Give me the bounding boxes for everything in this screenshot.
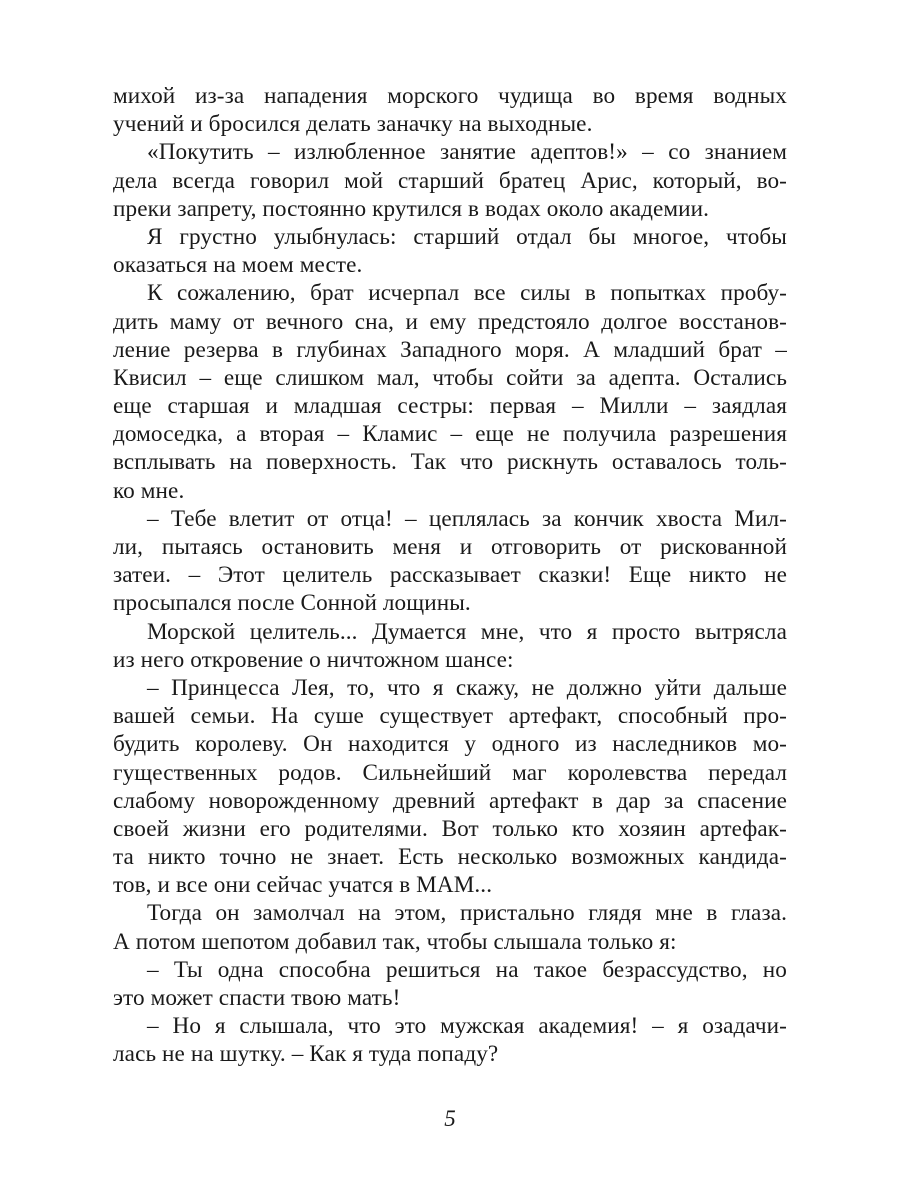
- text-line: – Но я слышала, что это мужская академия! – я озадачи-: [147, 1013, 787, 1040]
- text-line: преки запрету, постоянно крутился в водах около академии.: [113, 195, 710, 222]
- text-line: ление резерва в глубинах Западного моря. А младший брат –: [113, 336, 787, 363]
- text-line: – Принцесса Лея, то, что я скажу, не должно уйти дальше: [147, 674, 787, 701]
- text-line: будить королеву. Он находится у одного из наследников мо-: [113, 731, 787, 758]
- text-line: К сожалению, брат исчерпал все силы в попытках пробу-: [147, 280, 787, 307]
- text-line: это может спасти твою мать!: [113, 985, 401, 1011]
- text-line: лась не на шутку. – Как я туда попаду?: [113, 1041, 499, 1068]
- text-line: вашей семьи. На суше существует артефакт, способный про-: [113, 703, 787, 730]
- text-line: та никто точно не знает. Есть несколько возможных кандида-: [113, 844, 787, 871]
- text-line: – Тебе влетит от отца! – цеплялась за кончик хвоста Мил-: [147, 505, 787, 532]
- text-line: гущественных родов. Сильнейший маг королевства передал: [113, 759, 787, 786]
- text-line: «Покутить – излюбленное занятие адептов!» – со знанием: [147, 139, 787, 166]
- page-number: 5: [444, 1106, 456, 1131]
- text-line: учений и бросился делать заначку на выходные.: [113, 111, 593, 138]
- text-line: затеи. – Этот целитель рассказывает сказки! Еще никто не: [113, 562, 787, 589]
- text-line: из него откровение о ничтожном шансе:: [113, 646, 514, 673]
- text-line: слабому новорожденному древний артефакт в дар за спасение: [113, 787, 787, 814]
- text-line: А потом шепотом добавил так, чтобы слышала только я:: [113, 928, 677, 955]
- text-line: Квисил – еще слишком мал, чтобы сойти за адепта. Остались: [113, 364, 787, 391]
- text-line: Тогда он замолчал на этом, пристально глядя мне в глаза.: [147, 900, 787, 927]
- text-line: ли, пытаясь остановить меня и отговорить от рискованной: [113, 534, 787, 560]
- text-line: оказаться на моем месте.: [113, 252, 363, 279]
- text-line: всплывать на поверхность. Так что рискнуть оставалось толь-: [113, 449, 787, 476]
- text-line: домоседка, а вторая – Кламис – еще не получила разрешения: [113, 421, 787, 448]
- text-line: ко мне.: [113, 477, 185, 504]
- text-line: Морской целитель... Думается мне, что я просто вытрясла: [147, 618, 787, 645]
- text-line: дела всегда говорил мой старший братец Арис, который, во-: [113, 167, 787, 194]
- text-line: Я грустно улыбнулась: старший отдал бы многое, чтобы: [147, 223, 787, 250]
- text-line: – Ты одна способна решиться на такое безрассудство, но: [147, 956, 787, 983]
- text-line: еще старшая и младшая сестры: первая – Милли – заядлая: [113, 393, 787, 420]
- text-line: просыпался после Сонной лощины.: [113, 590, 471, 617]
- body-text: [113, 82, 787, 1069]
- text-line: тов, и все они сейчас учатся в МАМ...: [113, 872, 493, 899]
- text-line: своей жизни его родителями. Вот только кто хозяин артефак-: [113, 815, 787, 842]
- text-line: дить маму от вечного сна, и ему предстояло долгое восстанов-: [113, 308, 787, 335]
- text-line: михой из-за нападения морского чудища во время водных: [113, 83, 787, 109]
